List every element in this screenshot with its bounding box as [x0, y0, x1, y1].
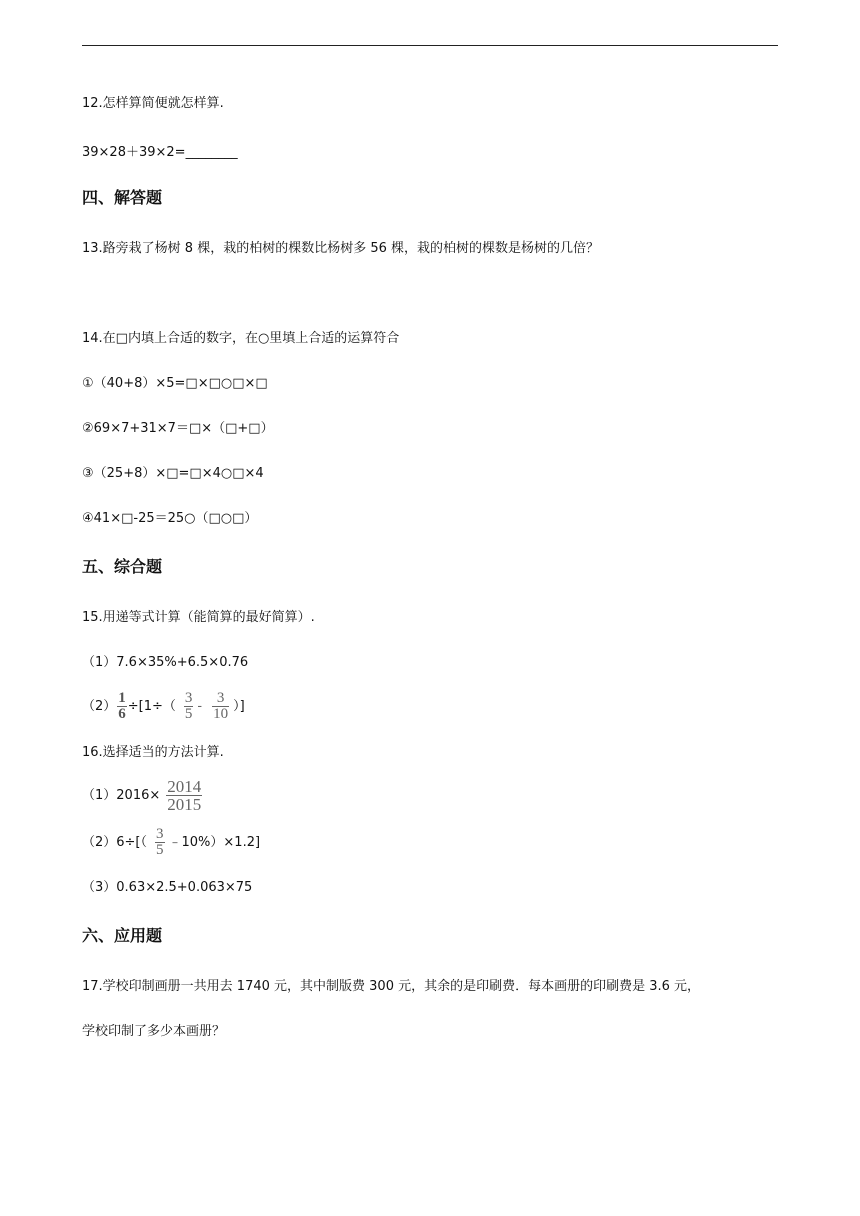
- q12-expression: 39×28＋39×2=________: [82, 145, 238, 160]
- q16-title: 16.选择适当的方法计算.: [82, 745, 224, 760]
- fraction-2014-2015: [166, 778, 202, 813]
- fraction-three-tenths: [212, 691, 229, 722]
- q15-part1: （1）7.6×35%+6.5×0.76: [82, 655, 249, 670]
- fraction-numerator: 2014: [167, 777, 202, 796]
- fraction-numerator: 1: [118, 690, 126, 706]
- fraction-denominator: 10: [213, 706, 229, 722]
- q16-part2-prefix: （2）6÷[（: [82, 835, 148, 850]
- q12-title: 12.怎样算简便就怎样算.: [82, 96, 224, 111]
- fraction-denominator: 5: [184, 706, 193, 722]
- fraction-denominator: 6: [118, 706, 126, 722]
- fraction-numerator: 3: [156, 826, 164, 842]
- fraction-numerator: 3: [184, 690, 193, 706]
- fraction-one-sixth: [117, 691, 127, 722]
- q14-item-4: ④41×□-25＝25○（□○□）: [82, 511, 258, 526]
- q17-line1: 17.学校印制画册一共用去 1740 元，其中制版费 300 元，其余的是印刷费．每本画册的印刷费是 3.6 元，: [82, 979, 701, 994]
- q15-part2-suffix: ）]: [233, 699, 245, 714]
- q15-part2: [82, 690, 245, 724]
- q14-text: 14.在□内填上合适的数字，在○里填上合适的运算符合: [82, 331, 400, 346]
- q17-line2: 学校印制了多少本画册？: [82, 1024, 226, 1039]
- q15-part2-prefix: （2）: [82, 699, 117, 714]
- fraction-three-fifths: [184, 691, 194, 722]
- q16-part2: [82, 826, 260, 860]
- header-rule: [82, 45, 778, 46]
- q15-part2-mid: ÷[1÷（: [127, 699, 176, 714]
- section4-heading: 四、解答题: [82, 188, 163, 207]
- q14-item-1: ①（40+8）×5=□×□○□×□: [82, 376, 268, 391]
- fraction-three-fifths: [155, 827, 165, 858]
- q16-part1: [82, 778, 206, 813]
- q16-part2-suffix: ﹣10%）×1.2]: [168, 835, 261, 850]
- q13-text: 13.路旁栽了杨树 8 棵，栽的柏树的棵数比杨树多 56 棵，栽的柏树的棵数是杨树的几倍？: [82, 241, 600, 256]
- section6-heading: 六、应用题: [82, 926, 163, 945]
- q16-part1-prefix: （1）2016×: [82, 788, 161, 803]
- fraction-denominator: 2015: [167, 795, 202, 814]
- q16-part3: （3）0.63×2.5+0.063×75: [82, 880, 253, 895]
- section5-heading: 五、综合题: [82, 557, 163, 576]
- fraction-numerator: 3: [216, 690, 225, 706]
- q15-title: 15.用递等式计算（能简算的最好简算）.: [82, 610, 315, 625]
- q14-item-2: ②69×7+31×7＝□×（□+□）: [82, 421, 274, 436]
- minus-sign: -: [197, 699, 203, 714]
- q14-item-3: ③（25+8）×□=□×4○□×4: [82, 466, 264, 481]
- fraction-denominator: 5: [156, 842, 164, 858]
